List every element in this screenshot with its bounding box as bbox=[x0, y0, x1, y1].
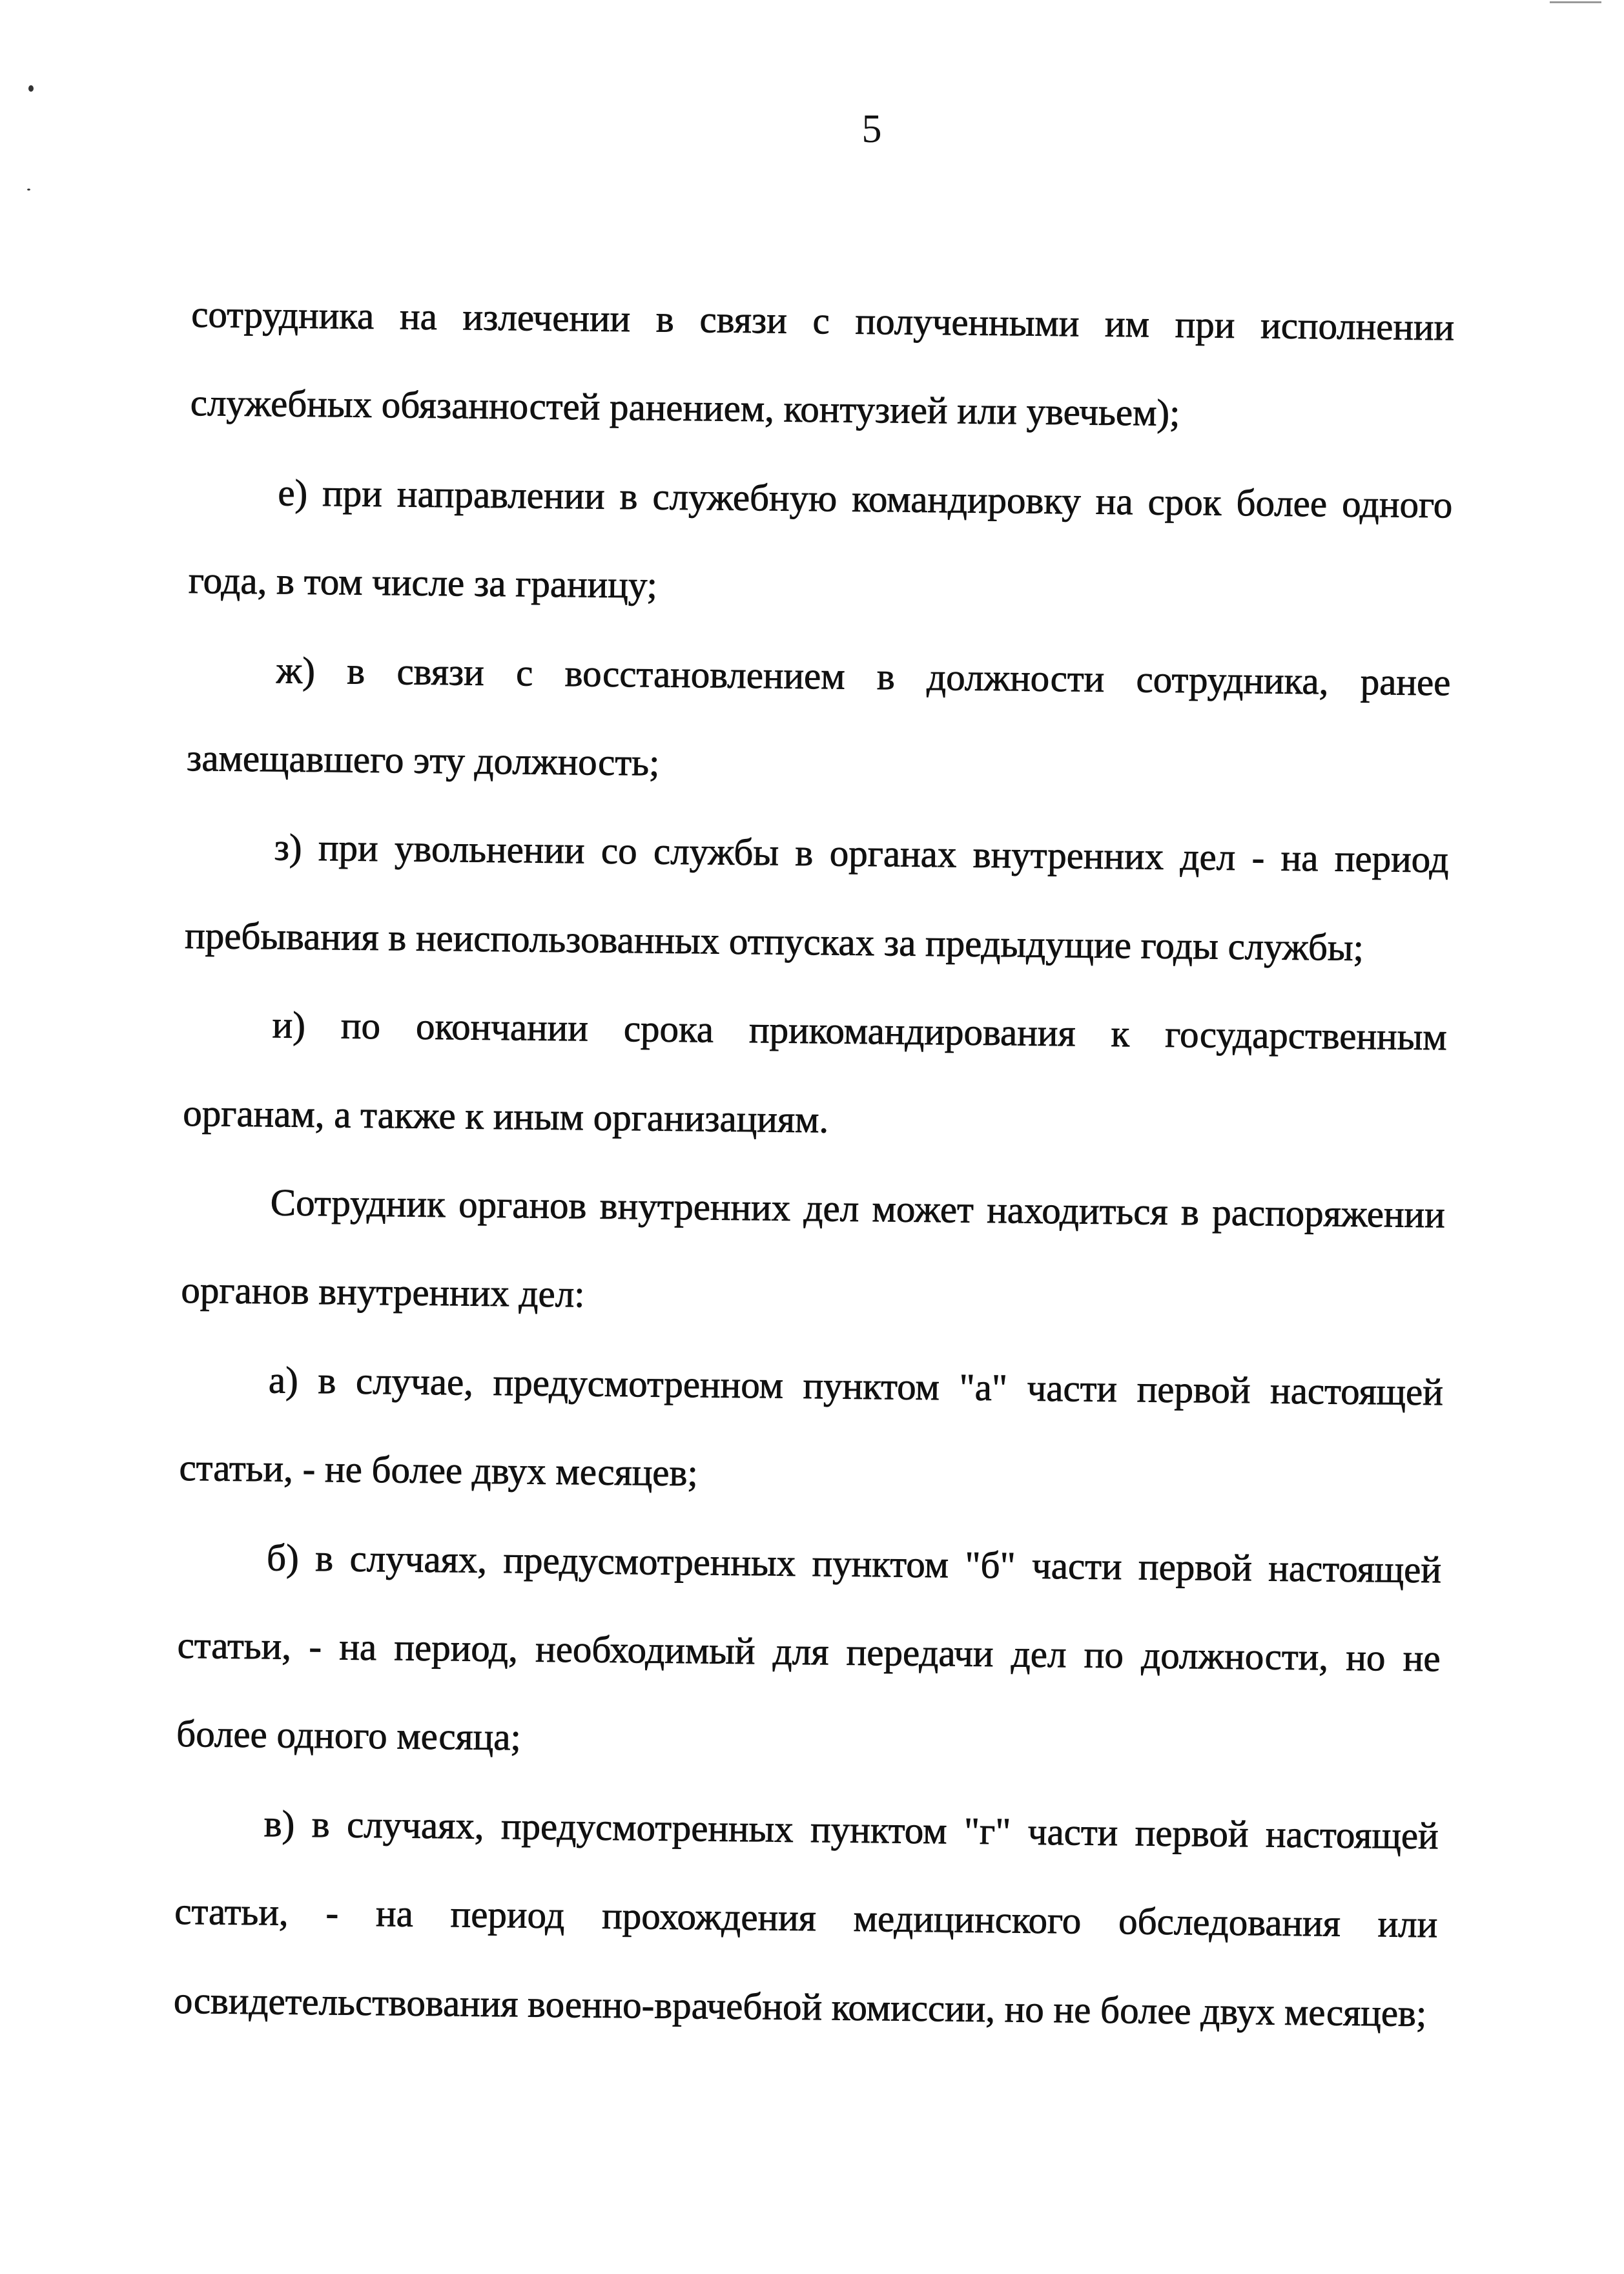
scan-speck bbox=[1550, 1, 1601, 3]
text-line: ж) в связи с восстановлением в должности сотрудника, ранее bbox=[276, 648, 1451, 704]
scan-speck bbox=[27, 189, 30, 191]
text-line: более одного месяца; bbox=[176, 1712, 522, 1759]
text-line: е) при направлении в служебную командировку на срок более одного bbox=[278, 471, 1453, 526]
text-line: освидетельствования военно-врачебной комиссии, но не более двух месяцев; bbox=[173, 1978, 1427, 2034]
text-line: статьи, - на период прохождения медицинского обследования или bbox=[174, 1890, 1438, 1946]
text-line: сотрудника на излечении в связи с полученными им при исполнении bbox=[190, 292, 1455, 349]
scan-speck bbox=[28, 85, 34, 92]
text-line: года, в том числе за границу; bbox=[188, 559, 658, 606]
text-line: органов внутренних дел: bbox=[181, 1268, 585, 1316]
text-line: органам, а также к иным организациям. bbox=[182, 1091, 829, 1141]
text-line: статьи, - на период, необходимый для передачи дел по должности, но не bbox=[177, 1623, 1441, 1680]
text-line: в) в случаях, предусмотренных пунктом "г" части первой настоящей bbox=[263, 1802, 1439, 1857]
text-line: замещавшего эту должность; bbox=[186, 736, 660, 784]
document-body bbox=[173, 270, 1455, 2034]
text-line: и) по окончании срока прикомандирования к государственным bbox=[272, 1003, 1448, 1059]
text-line: з) при увольнении со службы в органах внутренних дел - на период bbox=[274, 825, 1449, 881]
text-line: а) в случае, предусмотренном пунктом "а" части первой настоящей bbox=[268, 1358, 1444, 1414]
text-line: б) в случаях, предусмотренных пунктом "б" части первой настоящей bbox=[266, 1535, 1442, 1591]
text-line: служебных обязанностей ранением, контузией или увечьем); bbox=[190, 381, 1180, 435]
text-line: Сотрудник органов внутренних дел может находиться в распоряжении bbox=[270, 1181, 1446, 1236]
page-number: 5 bbox=[861, 107, 882, 151]
text-line: статьи, - не более двух месяцев; bbox=[179, 1446, 699, 1494]
text-line: пребывания в неиспользованных отпусках за предыдущие годы службы; bbox=[184, 913, 1364, 969]
